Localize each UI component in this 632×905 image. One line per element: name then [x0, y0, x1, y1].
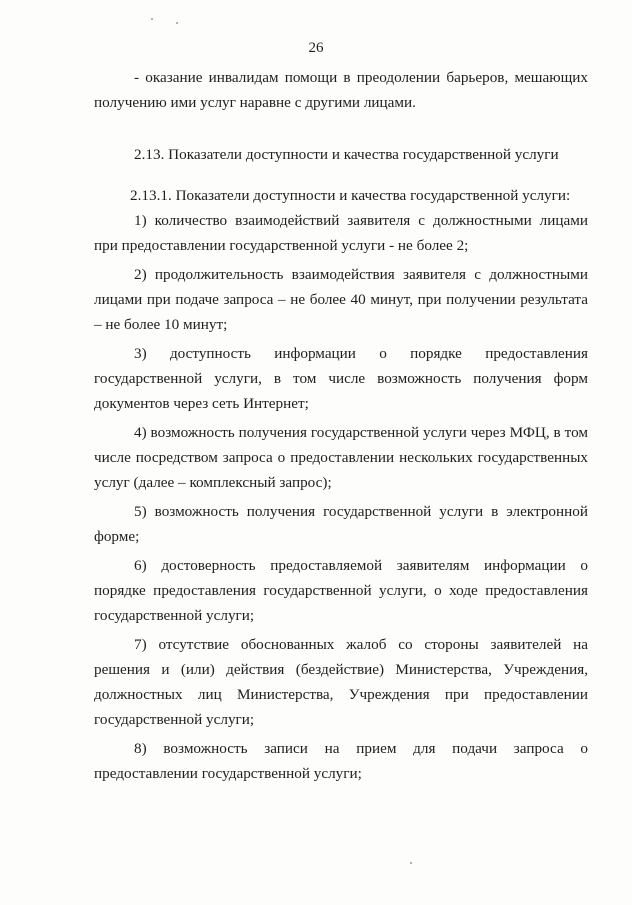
scan-speck	[176, 22, 178, 24]
list-item-8: 8) возможность записи на прием для подачи запроса о предоставлении государственной услуги;	[94, 740, 588, 782]
intro-paragraph	[94, 65, 588, 115]
list-item-4: 4) возможность получения государственной услуги через МФЦ, в том числе посредством запроса о предоставлении нескольких государственных услуг (далее – комплексный запрос);	[94, 424, 588, 491]
intro-line-2: получению ими услуг наравне с другими лицами.	[94, 94, 416, 111]
subsection-body	[94, 183, 588, 786]
list-item-2: 2) продолжительность взаимодействия заявителя с должностными лицами при подаче запроса – не более 40 минут, при получении результата – не более 10 минут;	[94, 266, 588, 333]
list-item-7: 7) отсутствие обоснованных жалоб со стороны заявителей на решения и (или) действия (бездействие) Министерства, Учреждения, должностных лиц Министерства, Учреждения при предоставлении государственной услуги;	[94, 636, 588, 728]
scan-speck	[410, 862, 412, 864]
section-heading: 2.13. Показатели доступности и качества государственной услуги	[134, 146, 559, 163]
intro-line-1: - оказание инвалидам помощи в преодолении барьеров, мешающих	[134, 69, 588, 86]
scan-speck	[151, 18, 153, 20]
page-number: 26	[308, 40, 324, 56]
list-item-1: 1) количество взаимодействий заявителя с должностными лицами при предоставлении государственной услуги - не более 2;	[94, 212, 588, 254]
list-item-6: 6) достоверность предоставляемой заявителям информации о порядке предоставления государственной услуги, о ходе предоставления государственной услуги;	[94, 557, 588, 624]
list-item-3: 3) доступность информации о порядке предоставления государственной услуги, в том числе возможность получения форм документов через сеть Интернет;	[94, 345, 588, 412]
subsection-title: 2.13.1. Показатели доступности и качества государственной услуги:	[130, 187, 571, 204]
list-item-5: 5) возможность получения государственной услуги в электронной форме;	[94, 503, 588, 545]
